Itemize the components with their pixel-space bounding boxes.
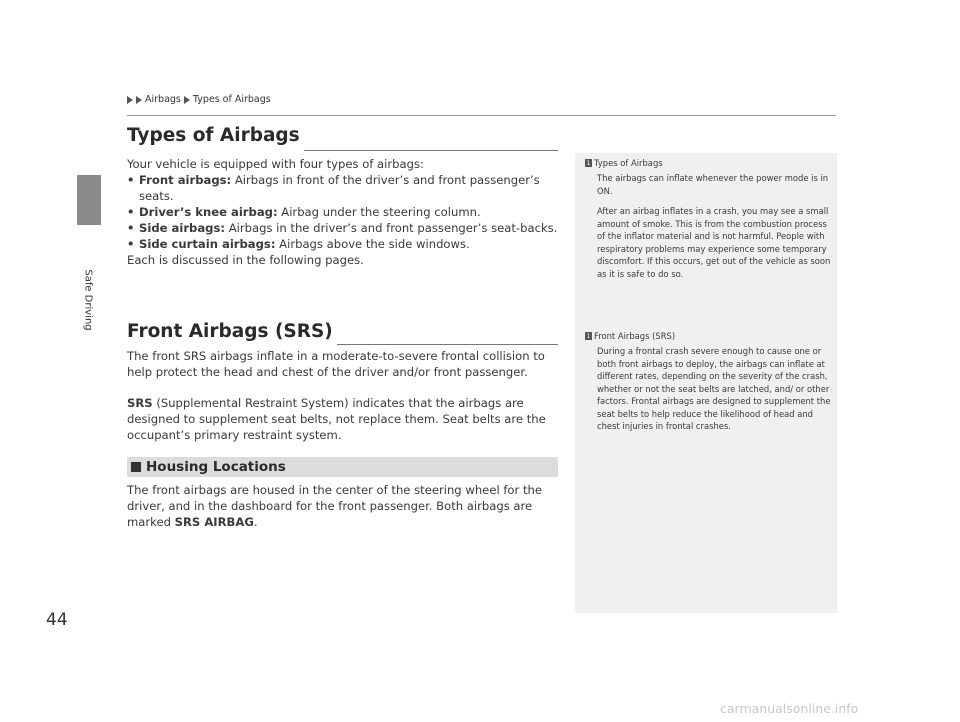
note-paragraph: During a frontal crash severe enough to cause one or both front airbags to deploy, the airbags can inflate at different rates, depending on the severity of the crash, whether or not the seat belts are latched, and/ or other factors. Frontal airbags are designed to supplement the seat belts to help reduce the likelihood of head and chest injuries in frontal crashes.	[597, 346, 831, 431]
heading-front-airbags: Front Airbags (SRS)	[127, 321, 333, 342]
watermark: carmanualsonline.info	[720, 701, 859, 716]
front-airbags-para2	[127, 395, 559, 443]
note-paragraph: After an airbag inflates in a crash, you may see a small amount of smoke. This is from the combustion process of the inflator material and is not harmful. People with respiratory problems may experience some temporary discomfort. If this occurs, get out of the vehicle as soon as it is safe to do so.	[597, 206, 831, 279]
note-types-of-airbags	[585, 158, 830, 288]
note-front-airbags	[585, 331, 830, 441]
list-item-desc: Airbags in the driver’s and front passenger’s seat-backs.	[228, 221, 558, 235]
note-body	[597, 345, 833, 433]
square-bullet-icon	[131, 462, 141, 472]
list-item-term: Front airbags:	[139, 173, 232, 187]
note-number-icon: 1	[586, 332, 591, 340]
note-header[interactable]	[585, 331, 830, 341]
list-item-term: Driver’s knee airbag:	[139, 205, 278, 219]
breadcrumb-arrow-icon	[184, 96, 190, 104]
list-item	[127, 236, 559, 252]
heading-divider	[304, 150, 558, 151]
note-title: Types of Airbags	[594, 158, 663, 168]
heading-types-of-airbags: Types of Airbags	[127, 125, 300, 146]
heading-divider	[337, 344, 558, 345]
list-item-term: Side curtain airbags:	[139, 237, 276, 251]
list-item-term: Side airbags:	[139, 221, 225, 235]
list-item-desc: Airbags above the side windows.	[279, 237, 470, 251]
breadcrumb-item-airbags[interactable]: Airbags	[145, 94, 181, 105]
note-body	[597, 172, 833, 280]
srs-description: (Supplemental Restraint System) indicates that the airbags are designed to supplement seat belts, not replace them. Seat belts are the occupant’s primary restraint system.	[127, 396, 546, 442]
note-header[interactable]	[585, 158, 830, 168]
front-airbags-para1: The front SRS airbags inflate in a moderate-to-severe frontal collision to help protect the head and chest of the driver and/or front passenger.	[127, 349, 545, 379]
housing-text: The front airbags are housed in the center of the steering wheel for the driver, and in the dashboard for the front passenger. Both airbags are marked	[127, 483, 543, 529]
note-paragraph: The airbags can inflate whenever the power mode is in ON.	[597, 173, 829, 196]
note-title: Front Airbags (SRS)	[594, 331, 676, 341]
srs-term: SRS	[127, 396, 153, 410]
breadcrumb-arrow-icon	[127, 96, 133, 104]
housing-text-end: .	[253, 515, 258, 529]
breadcrumb	[127, 94, 271, 105]
note-number-icon: 1	[586, 159, 591, 167]
subheading-housing-locations	[127, 457, 558, 477]
section-tab-marker	[77, 175, 101, 225]
types-intro: Your vehicle is equipped with four types of airbags:	[127, 157, 424, 171]
page-number: 44	[46, 610, 68, 630]
subheading-text: Housing Locations	[146, 459, 286, 475]
srs-airbag-marking: SRS AIRBAG	[174, 515, 254, 529]
list-item	[127, 220, 559, 236]
list-item-desc: Airbag under the steering column.	[281, 205, 481, 219]
breadcrumb-item-types[interactable]: Types of Airbags	[192, 94, 271, 105]
list-item	[127, 204, 559, 220]
header-divider	[127, 115, 836, 116]
types-outro: Each is discussed in the following pages.	[127, 253, 364, 267]
list-item	[127, 172, 559, 204]
airbag-type-list	[127, 172, 559, 252]
types-of-airbags-body	[127, 156, 559, 268]
breadcrumb-arrow-icon	[136, 96, 142, 104]
front-airbags-para3	[127, 482, 559, 530]
list-item-desc: Airbags in front of the driver’s and front passenger’s seats.	[139, 173, 540, 203]
